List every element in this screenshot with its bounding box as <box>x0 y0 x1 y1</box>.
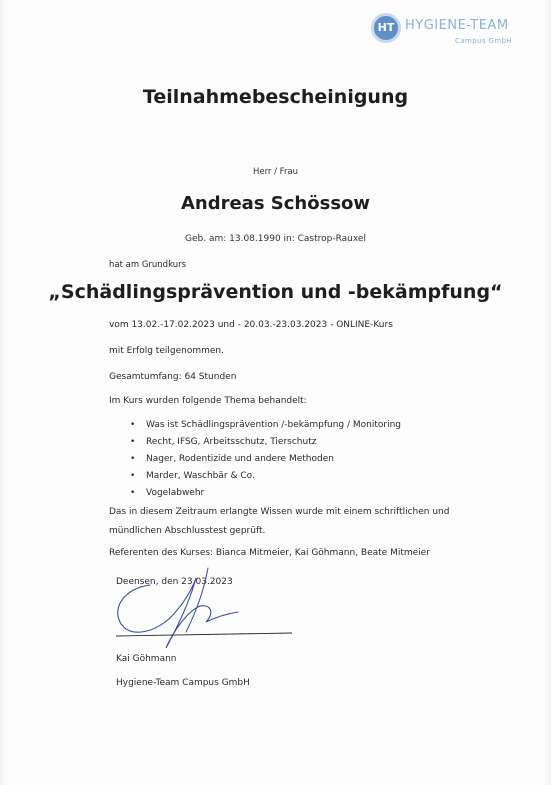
logo-subtitle: Campus GmbH <box>455 37 513 45</box>
signer-name: Kai Göhmann <box>116 654 177 664</box>
topics-list <box>130 417 401 502</box>
company-logo <box>371 12 511 52</box>
bullet-icon: • <box>130 471 136 481</box>
list-item: • Vogelabwehr <box>130 485 401 502</box>
speakers-line: Referenten des Kurses: Bianca Mitmeier, Kai Göhmann, Beate Mitmeier <box>109 548 430 558</box>
birth-info: Geb. am: 13.08.1990 in: Castrop-Rauxel <box>185 234 366 244</box>
course-intro: hat am Grundkurs <box>109 260 187 270</box>
logo-title: HYGIENE-TEAM <box>405 18 509 33</box>
bullet-icon: • <box>130 420 136 430</box>
list-item: • Marder, Waschbär & Co. <box>130 468 401 485</box>
topics-intro: Im Kurs wurden folgende Thema behandelt: <box>109 396 307 406</box>
company-name: Hygiene-Team Campus GmbH <box>116 678 250 688</box>
participant-name: Andreas Schössow <box>180 193 371 214</box>
logo-mark: HT <box>371 13 401 43</box>
place-date: Deensen, den 23.03.2023 <box>116 577 233 587</box>
bullet-icon: • <box>130 454 136 464</box>
signature-stroke <box>118 578 238 648</box>
bullet-icon: • <box>130 437 136 447</box>
exam-line-1: Das in diesem Zeitraum erlangte Wissen wurde mit einem schriftlichen und <box>109 507 450 517</box>
total-hours: Gesamtumfang: 64 Stunden <box>109 372 237 382</box>
list-item: • Recht, IFSG, Arbeitsschutz, Tierschutz <box>130 434 401 451</box>
success-line: mit Erfolg teilgenommen. <box>109 346 224 356</box>
exam-line-2: mündlichen Abschlusstest geprüft. <box>109 526 266 536</box>
bullet-icon: • <box>130 488 136 498</box>
certificate-heading: Teilnahmebescheinigung <box>142 86 409 108</box>
course-title: „Schädlingsprävention und -bekämpfung“ <box>48 281 503 303</box>
salutation: Herr / Frau <box>252 167 299 177</box>
signature-line <box>116 633 292 636</box>
list-item: • Was ist Schädlingsprävention /-bekämpfung / Monitoring <box>130 417 401 434</box>
course-dates: vom 13.02.-17.02.2023 und - 20.03.-23.03.2023 - ONLINE-Kurs <box>109 320 393 330</box>
list-item: • Nager, Rodentizide und andere Methoden <box>130 451 401 468</box>
